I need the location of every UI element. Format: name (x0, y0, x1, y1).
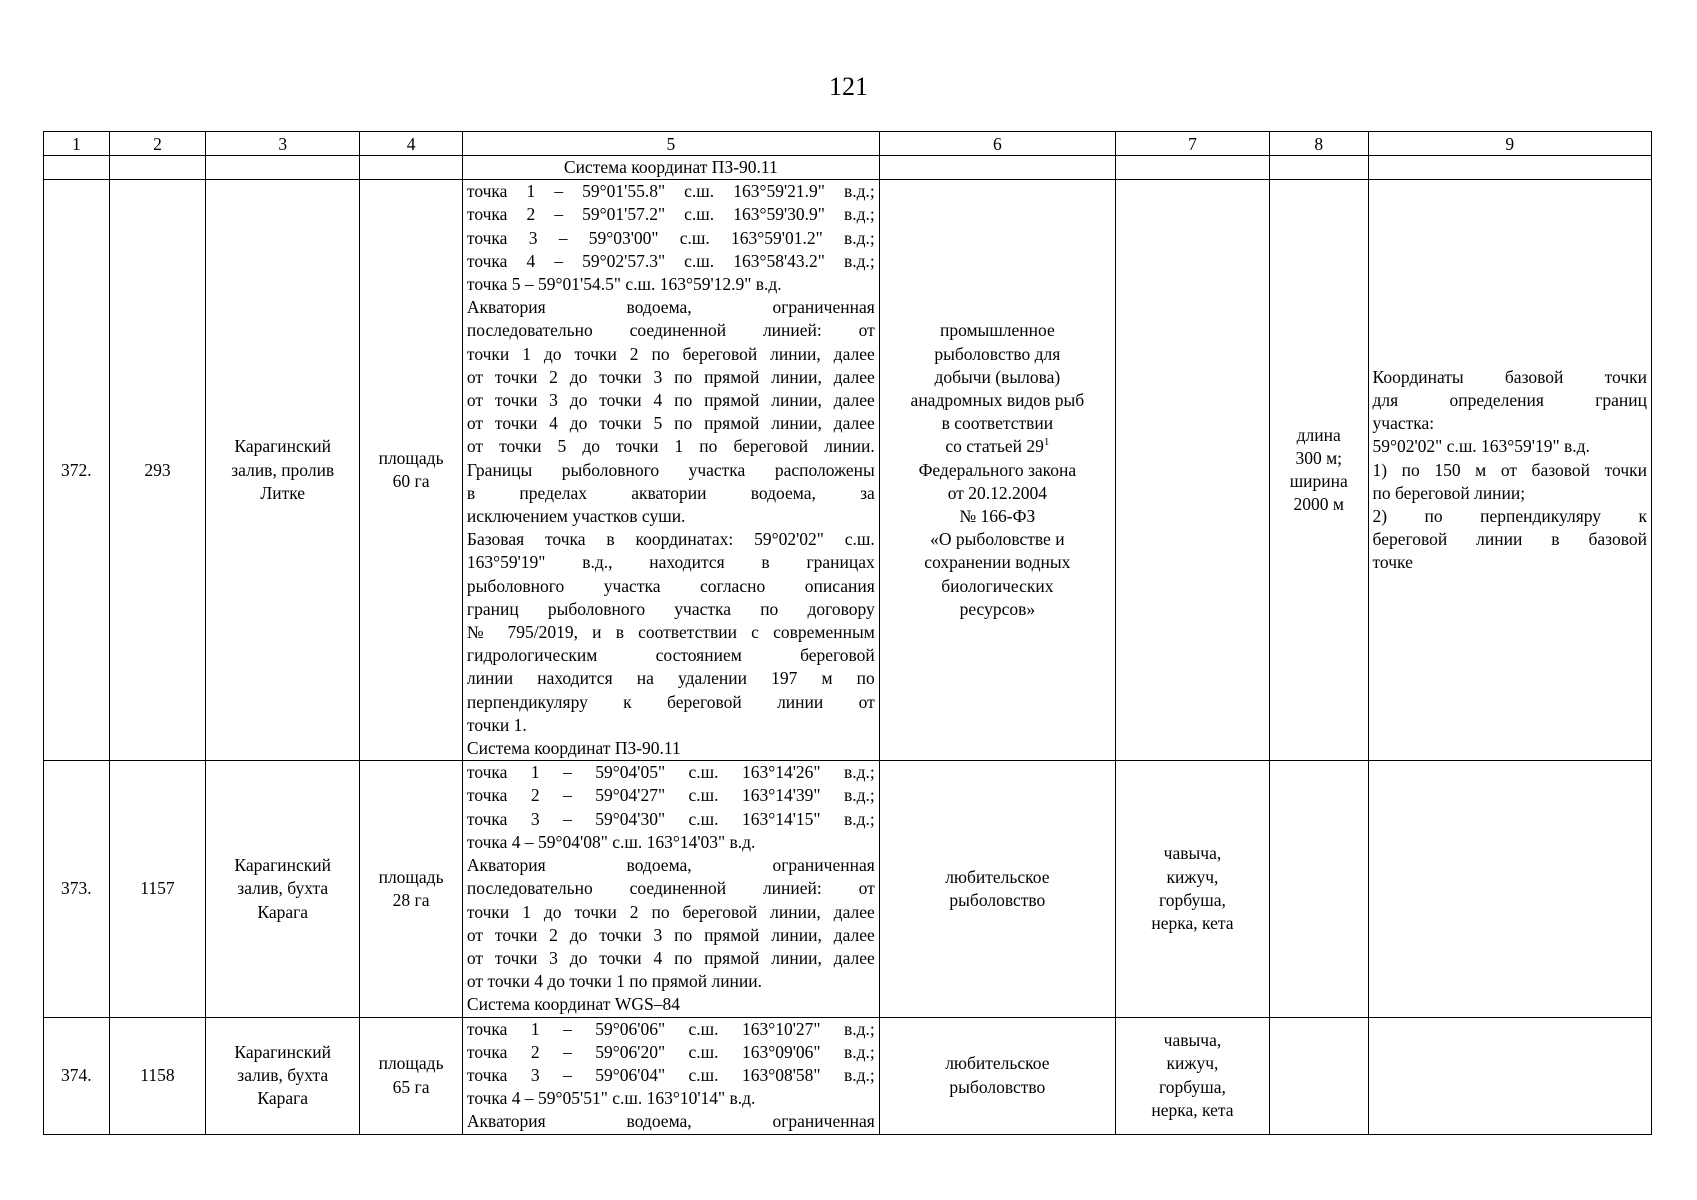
location-line: Карагинский (234, 1041, 332, 1062)
size-cell (1269, 1017, 1368, 1134)
purpose-line: от 20.12.2004 (947, 482, 1047, 503)
row-number: 373. (44, 761, 110, 1017)
purpose-line: рыболовство (949, 889, 1046, 910)
species-line: кижуч, (1166, 1053, 1219, 1074)
area-line: 28 га (392, 889, 430, 910)
purpose-cell (879, 761, 1115, 1017)
purpose-line: промышленное (939, 320, 1055, 341)
description-line: 163°59'19" в.д., находится в границах (466, 552, 875, 573)
note-cell (1368, 761, 1651, 1017)
description-line: от точки 4 до точки 5 по прямой линии, далее (466, 413, 875, 434)
purpose-line: биологических (941, 575, 1054, 596)
description-line: Границы рыболовного участка расположены (466, 459, 875, 480)
footnote-marker: 1 (1043, 436, 1050, 449)
column-header: 1 (44, 132, 110, 156)
location-line: залив, бухта (237, 878, 329, 899)
purpose-line: анадромных видов рыб (910, 390, 1085, 411)
description-line: точка 4 – 59°02'57.3" с.ш. 163°58'43.2" в.д.; (466, 250, 875, 271)
column-header: 6 (879, 132, 1115, 156)
purpose-cell (879, 180, 1115, 761)
purpose-line: рыболовство для (934, 343, 1061, 364)
purpose-line: «О рыболовстве и (930, 529, 1065, 550)
description-cell (462, 180, 879, 761)
description-line: от точки 5 до точки 1 по береговой линии. (466, 436, 875, 457)
size-line: 300 м; (1295, 448, 1343, 469)
species-cell (1115, 180, 1269, 761)
page-number: 121 (829, 72, 868, 101)
size-cell (1269, 761, 1368, 1017)
description-line: Базовая точка в координатах: 59°02'02" с.ш. (466, 529, 875, 550)
species-line: горбуша, (1159, 889, 1226, 910)
description-line: точка 2 – 59°01'57.2" с.ш. 163°59'30.9" в.д.; (466, 204, 875, 225)
description-line: точка 4 – 59°04'08" с.ш. 163°14'03" в.д. (466, 831, 756, 852)
column-header: 9 (1368, 132, 1651, 156)
note-cell (1368, 180, 1651, 761)
note-line: 59°02'02" с.ш. 163°59'19" в.д. (1372, 436, 1590, 457)
description-line: точка 1 – 59°01'55.8" с.ш. 163°59'21.9" в.д.; (466, 181, 875, 202)
column-header: 4 (360, 132, 463, 156)
purpose-line: в соответствии (941, 413, 1054, 434)
table-row (44, 761, 1652, 1017)
row-number: 374. (44, 1017, 110, 1134)
coordinate-system-text: Система координат ПЗ-90.11 (462, 156, 879, 180)
location-line: залив, пролив (231, 459, 335, 480)
description-line: точка 3 – 59°03'00" с.ш. 163°59'01.2" в.д.; (466, 227, 875, 248)
description-line: границ рыболовного участка по договору (466, 598, 875, 619)
description-line: от точки 2 до точки 3 по прямой линии, далее (466, 924, 875, 945)
location-cell (206, 180, 360, 761)
description-line: гидрологическим состоянием береговой (466, 645, 875, 666)
location-line: Литке (260, 482, 306, 503)
fishing-areas-table (43, 131, 1652, 1135)
species-line: кижуч, (1166, 866, 1219, 887)
purpose-line: сохранении водных (924, 552, 1071, 573)
description-line: точка 2 – 59°06'20" с.ш. 163°09'06" в.д.; (466, 1041, 875, 1062)
area-line: площадь (378, 1053, 444, 1074)
description-line: № 795/2019, и в соответствии с современным (466, 622, 875, 643)
note-line: точке (1372, 552, 1413, 573)
note-line: береговой линии в базовой (1372, 529, 1647, 550)
species-line: чавыча, (1163, 1030, 1222, 1051)
description-line: точка 1 – 59°04'05" с.ш. 163°14'26" в.д.; (466, 762, 875, 783)
area-code: 1158 (109, 1017, 206, 1134)
purpose-line: со статьей $29^1$ (945, 436, 1050, 457)
location-line: Карагинский (234, 436, 332, 457)
species-line: чавыча, (1163, 843, 1222, 864)
area-code: 293 (109, 180, 206, 761)
description-line: последовательно соединенной линией: от (466, 320, 875, 341)
size-cell (1269, 180, 1368, 761)
column-header: 3 (206, 132, 360, 156)
description-line: рыболовного участка согласно описания (466, 575, 875, 596)
description-line: точка 3 – 59°06'04" с.ш. 163°08'58" в.д.; (466, 1064, 875, 1085)
note-line: по береговой линии; (1372, 482, 1526, 503)
area-line: 65 га (392, 1076, 430, 1097)
purpose-line: добычи (вылова) (934, 366, 1061, 387)
size-line: длина (1296, 424, 1341, 445)
purpose-line: любительское (945, 866, 1050, 887)
species-line: нерка, кета (1151, 1099, 1234, 1120)
note-line: 1) по 150 м от базовой точки (1372, 459, 1647, 480)
note-line: Координаты базовой точки (1372, 366, 1647, 387)
description-line: точка 4 – 59°05'51" с.ш. 163°10'14" в.д. (466, 1088, 756, 1109)
description-line: последовательно соединенной линией: от (466, 878, 875, 899)
species-cell (1115, 1017, 1269, 1134)
description-line: Акватория водоема, ограниченная (466, 1111, 875, 1132)
description-line: точки 1. (466, 714, 527, 735)
description-line: точки 1 до точки 2 по береговой линии, далее (466, 901, 875, 922)
description-line: Акватория водоема, ограниченная (466, 855, 875, 876)
purpose-cell (879, 1017, 1115, 1134)
description-line: Акватория водоема, ограниченная (466, 297, 875, 318)
purpose-line: № 166-ФЗ (959, 506, 1036, 527)
row-number: 372. (44, 180, 110, 761)
description-line: точки 1 до точки 2 по береговой линии, далее (466, 343, 875, 364)
description-line: точка 1 – 59°06'06" с.ш. 163°10'27" в.д.; (466, 1018, 875, 1039)
column-header: 2 (109, 132, 206, 156)
species-line: горбуша, (1159, 1076, 1226, 1097)
species-line: нерка, кета (1151, 913, 1234, 934)
area-line: площадь (378, 866, 444, 887)
location-line: залив, бухта (237, 1064, 329, 1085)
purpose-line: ресурсов» (959, 598, 1036, 619)
area-code: 1157 (109, 761, 206, 1017)
location-line: Карага (257, 1088, 309, 1109)
note-line: участка: (1372, 413, 1435, 434)
area-cell (360, 761, 463, 1017)
area-cell (360, 1017, 463, 1134)
table-row (44, 180, 1652, 761)
area-line: площадь (378, 448, 444, 469)
location-line: Карага (257, 901, 309, 922)
description-cell (462, 1017, 879, 1134)
area-cell (360, 180, 463, 761)
size-line: ширина (1289, 471, 1348, 492)
description-line: исключением участков суши. (466, 506, 686, 527)
location-cell (206, 761, 360, 1017)
description-line: от точки 4 до точки 1 по прямой линии. (466, 971, 763, 992)
column-header: 5 (462, 132, 879, 156)
note-line: 2) по перпендикуляру к (1372, 506, 1647, 527)
area-line: 60 га (392, 471, 430, 492)
purpose-line: Федерального закона (918, 459, 1077, 480)
description-line: от точки 3 до точки 4 по прямой линии, далее (466, 947, 875, 968)
purpose-line: любительское (945, 1053, 1050, 1074)
note-line: для определения границ (1372, 390, 1647, 411)
description-line: Система координат ПЗ-90.11 (466, 738, 681, 759)
description-line: перпендикуляру к береговой линии от (466, 691, 875, 712)
description-line: линии находится на удалении 197 м по (466, 668, 875, 689)
description-line: от точки 3 до точки 4 по прямой линии, далее (466, 390, 875, 411)
description-line: точка 5 – 59°01'54.5" с.ш. 163°59'12.9" в.д. (466, 274, 782, 295)
description-line: точка 2 – 59°04'27" с.ш. 163°14'39" в.д.; (466, 785, 875, 806)
description-line: в пределах акватории водоема, за (466, 482, 875, 503)
species-cell (1115, 761, 1269, 1017)
description-cell (462, 761, 879, 1017)
description-line: точка 3 – 59°04'30" с.ш. 163°14'15" в.д.; (466, 808, 875, 829)
continuation-row (44, 156, 1652, 180)
column-header: 7 (1115, 132, 1269, 156)
location-cell (206, 1017, 360, 1134)
table-row (44, 1017, 1652, 1134)
column-header: 8 (1269, 132, 1368, 156)
size-line: 2000 м (1293, 494, 1344, 515)
note-cell (1368, 1017, 1651, 1134)
description-line: Система координат WGS–84 (466, 994, 680, 1015)
location-line: Карагинский (234, 855, 332, 876)
description-line: от точки 2 до точки 3 по прямой линии, далее (466, 366, 875, 387)
purpose-line: рыболовство (949, 1076, 1046, 1097)
header-row (44, 132, 1652, 156)
